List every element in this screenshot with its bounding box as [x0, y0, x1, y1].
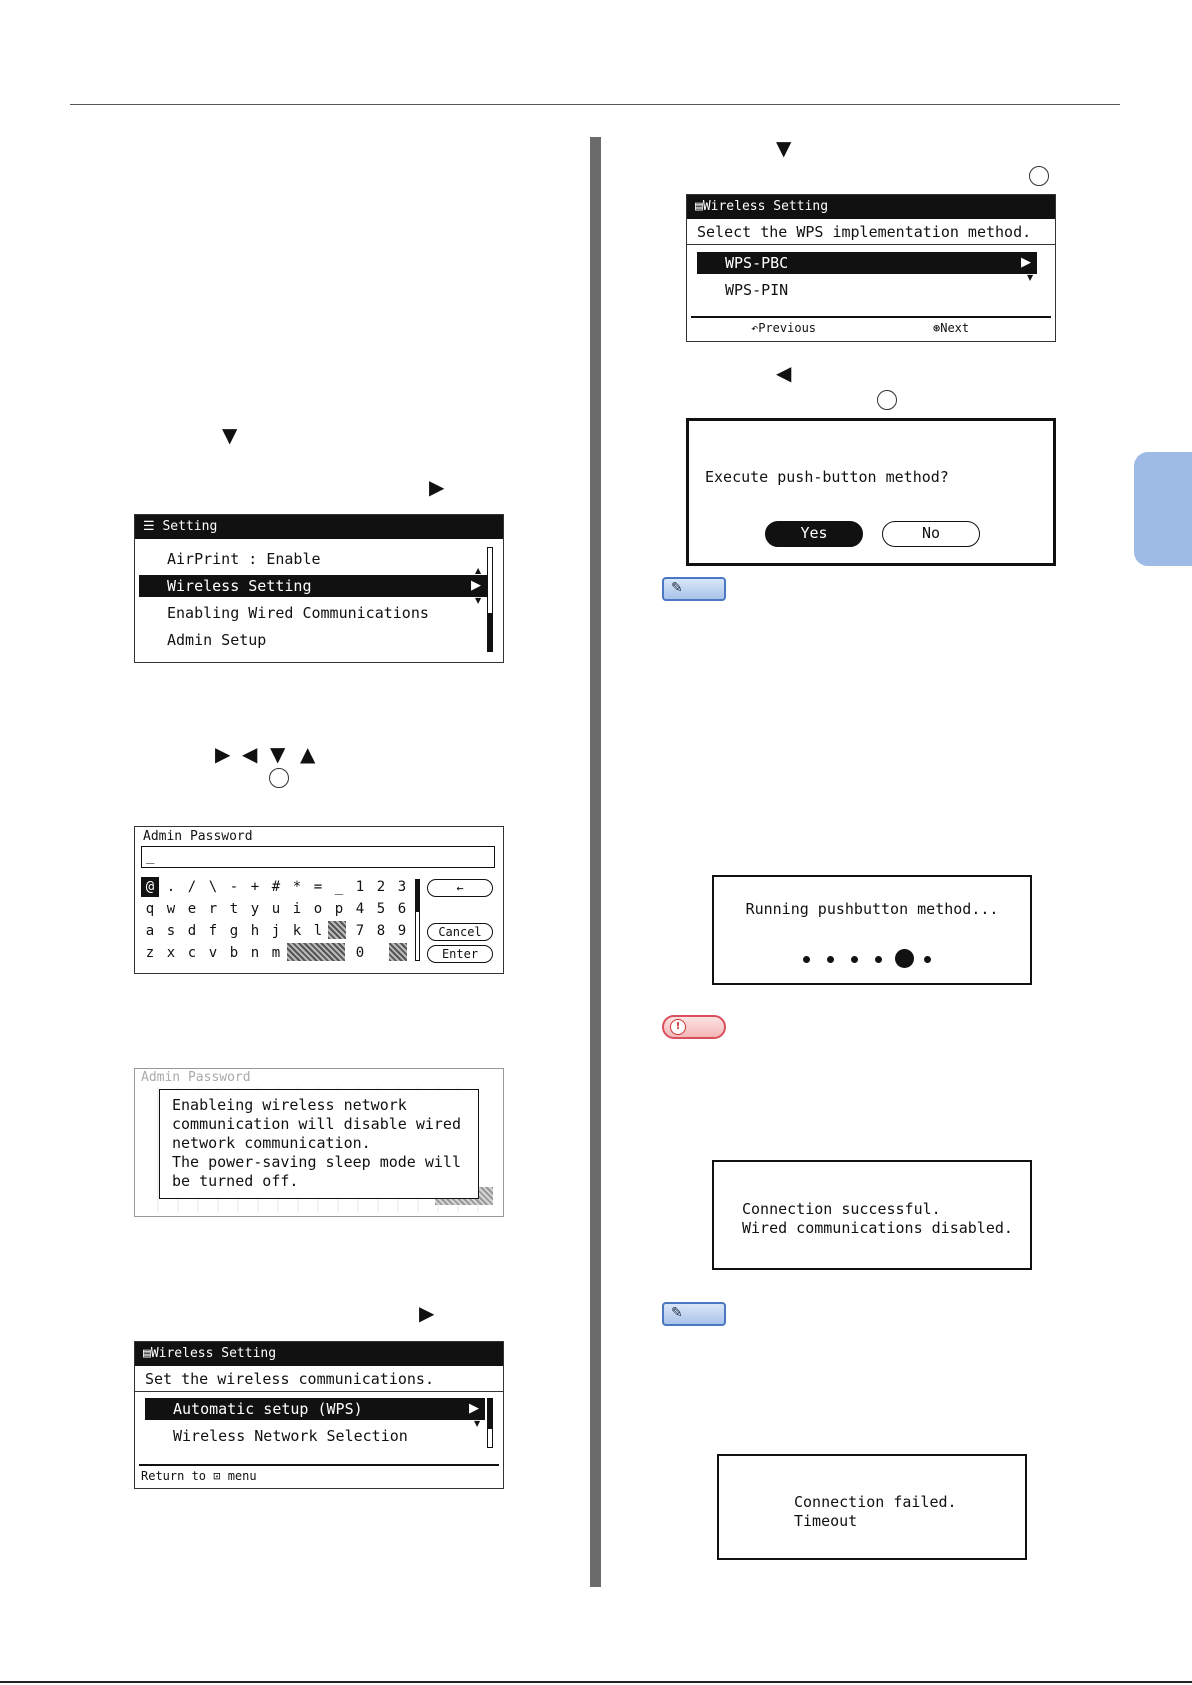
keyboard-key[interactable]: l	[313, 923, 323, 939]
keyboard-key[interactable]: y	[250, 901, 260, 917]
return-key[interactable]	[389, 943, 407, 961]
wps-auto-setup-item[interactable]	[145, 1398, 485, 1420]
failed-message: Connection failed. Timeout	[794, 1493, 957, 1530]
chevron-right-icon: ▶	[1021, 255, 1031, 270]
scroll-down-icon: ▼	[475, 596, 482, 605]
blank-key	[328, 921, 346, 939]
keyboard-key[interactable]: r	[208, 901, 218, 917]
progress-dot	[924, 956, 931, 963]
wps-method-screen	[686, 194, 1056, 342]
column-divider	[590, 137, 601, 1587]
keyboard-key[interactable]: *	[292, 879, 302, 895]
keyboard-scrollbar[interactable]	[415, 879, 420, 961]
progress-dot	[851, 956, 858, 963]
keyboard-key[interactable]: 4	[355, 901, 365, 917]
back-icon: ↶	[751, 321, 759, 335]
keyboard-key[interactable]: +	[250, 879, 260, 895]
keyboard-key[interactable]: b	[229, 945, 239, 961]
keyboard-key[interactable]: 3	[397, 879, 407, 895]
enter-button[interactable]: Enter	[427, 945, 493, 963]
keyboard-key[interactable]: e	[187, 901, 197, 917]
keyboard-key[interactable]: j	[271, 923, 281, 939]
memo-icon: ✎	[662, 1302, 726, 1326]
chapter-tab	[1134, 452, 1192, 566]
keyboard-key[interactable]: /	[187, 879, 197, 895]
confirm-question: Execute push-button method?	[705, 468, 949, 486]
wireless-setting-title: Wireless Setting	[150, 1346, 277, 1361]
right-arrow-icon: ▶	[419, 1301, 435, 1325]
down-arrow-icon: ▼	[222, 423, 238, 447]
keyboard-key[interactable]: .	[166, 879, 176, 895]
network-selection-item[interactable]: Wireless Network Selection	[173, 1427, 408, 1445]
keyboard-key[interactable]: w	[166, 901, 176, 917]
keyboard-key[interactable]: \	[208, 879, 218, 895]
keyboard-key[interactable]: p	[334, 901, 344, 917]
backspace-button[interactable]: ←	[427, 879, 493, 897]
scroll-up-icon: ▲	[475, 566, 482, 575]
wireless-icon: ▤	[143, 1346, 151, 1361]
keyboard-key[interactable]: 1	[355, 879, 365, 895]
keyboard-key[interactable]: g	[229, 923, 239, 939]
confirm-dialog	[686, 418, 1056, 566]
scroll-thumb[interactable]	[488, 1399, 492, 1429]
keyboard-key[interactable]: -	[229, 879, 239, 895]
ok-icon: ⊛	[933, 321, 941, 335]
header-rule	[70, 104, 1120, 105]
keyboard-key[interactable]: i	[292, 901, 302, 917]
keyboard-key[interactable]: 0	[355, 945, 365, 961]
admin-password-title: Admin Password	[143, 829, 253, 844]
chevron-right-icon: ▶	[469, 1401, 479, 1416]
setting-item-admin[interactable]: Admin Setup	[167, 631, 267, 649]
wps-pbc-item[interactable]	[697, 252, 1037, 274]
faded-title: Admin Password	[141, 1070, 251, 1085]
keyboard-key[interactable]: 5	[376, 901, 386, 917]
ok-button-icon	[269, 768, 289, 788]
space-key[interactable]	[287, 943, 345, 961]
keyboard-key[interactable]: _	[334, 879, 344, 895]
ok-button-icon	[877, 390, 897, 410]
next-label: Next	[940, 321, 970, 335]
keyboard-key[interactable]: 8	[376, 923, 386, 939]
up-arrow-icon: ▲	[300, 742, 316, 766]
menu-icon: ☰	[143, 519, 163, 534]
keyboard-key[interactable]: h	[250, 923, 260, 939]
progress-dot	[875, 956, 882, 963]
keyboard-key[interactable]: @	[141, 877, 159, 897]
wireless-setting-subtitle: Set the wireless communications.	[135, 1366, 503, 1392]
keyboard-key[interactable]: 6	[397, 901, 407, 917]
keyboard-key[interactable]: n	[250, 945, 260, 961]
setting-item-wired[interactable]: Enabling Wired Communications	[167, 604, 429, 622]
success-message: Connection successful. Wired communications disabled.	[742, 1200, 1013, 1237]
keyboard-key[interactable]: 9	[397, 923, 407, 939]
keyboard-key[interactable]: u	[271, 901, 281, 917]
scrollbar[interactable]	[487, 547, 493, 652]
keyboard-key[interactable]: v	[208, 945, 218, 961]
wps-pbc-label: WPS-PBC	[725, 254, 789, 272]
scroll-thumb[interactable]	[488, 613, 492, 651]
warning-screen	[134, 1068, 504, 1217]
wps-auto-setup-label: Automatic setup (WPS)	[173, 1400, 363, 1418]
cancel-button[interactable]: Cancel	[427, 923, 493, 941]
running-message: Running pushbutton method...	[745, 900, 999, 918]
left-arrow-icon: ◀	[776, 361, 792, 385]
keyboard-key[interactable]: o	[313, 901, 323, 917]
keyboard-key[interactable]: s	[166, 923, 176, 939]
keyboard-key[interactable]: f	[208, 923, 218, 939]
wps-pin-item[interactable]: WPS-PIN	[725, 281, 789, 299]
scroll-down-icon: ▼	[474, 1419, 481, 1428]
keyboard-key[interactable]: k	[292, 923, 302, 939]
setting-item-wireless[interactable]	[139, 575, 487, 597]
setting-item-wireless-label: Wireless Setting	[167, 577, 312, 595]
running-screen	[712, 875, 1032, 985]
note-icon: !	[662, 1015, 726, 1039]
warning-message: Enableing wireless network communication will disable wired network communication. The power-saving sleep mode will be turned off.	[172, 1096, 461, 1190]
progress-dot	[803, 956, 810, 963]
chevron-right-icon: ▶	[471, 578, 481, 593]
progress-dot-active	[895, 949, 914, 968]
keyboard-key[interactable]: m	[271, 945, 281, 961]
keyboard-key[interactable]: d	[187, 923, 197, 939]
ok-button-icon	[1029, 166, 1049, 186]
no-button[interactable]: No	[882, 521, 980, 547]
right-arrow-icon: ▶	[429, 475, 445, 499]
progress-dot	[827, 956, 834, 963]
scrollbar[interactable]	[487, 1398, 493, 1448]
previous-label: Previous	[758, 321, 817, 335]
keyboard-key[interactable]: x	[166, 945, 176, 961]
down-arrow-icon: ▼	[270, 742, 286, 766]
keyboard-key[interactable]: 7	[355, 923, 365, 939]
keyboard-key[interactable]: q	[145, 901, 155, 917]
next-button[interactable]	[933, 318, 969, 338]
keyboard-key[interactable]: z	[145, 945, 155, 961]
password-input[interactable]: _	[141, 846, 495, 868]
wireless-setting-screen	[134, 1341, 504, 1489]
keyboard-key[interactable]: a	[145, 923, 155, 939]
down-arrow-icon: ▼	[776, 136, 792, 160]
admin-password-screen	[134, 826, 504, 974]
divider	[691, 316, 1051, 318]
keyboard-key[interactable]: #	[271, 879, 281, 895]
footer-rule	[0, 1681, 1192, 1683]
keyboard-key[interactable]: =	[313, 879, 323, 895]
setting-title: Setting	[162, 519, 218, 534]
failed-screen	[717, 1454, 1027, 1560]
setting-screen	[134, 514, 504, 663]
wps-method-subtitle: Select the WPS implementation method.	[687, 219, 1055, 245]
setting-item-airprint[interactable]: AirPrint : Enable	[167, 550, 321, 568]
keyboard-key[interactable]: c	[187, 945, 197, 961]
scroll-down-icon: ▼	[1027, 273, 1034, 282]
memo-icon: ✎	[662, 577, 726, 601]
yes-button[interactable]: Yes	[765, 521, 863, 547]
keyboard-key[interactable]: 2	[376, 879, 386, 895]
wps-method-title: Wireless Setting	[702, 199, 829, 214]
left-arrow-icon: ◀	[242, 742, 258, 766]
warning-dialog	[159, 1089, 479, 1199]
success-screen	[712, 1160, 1032, 1270]
wireless-icon: ▤	[695, 199, 703, 214]
keyboard-key[interactable]: t	[229, 901, 239, 917]
right-arrow-icon: ▶	[215, 742, 231, 766]
return-to-menu[interactable]: Return to ⊡ menu	[141, 1469, 257, 1483]
previous-button[interactable]	[751, 318, 816, 338]
